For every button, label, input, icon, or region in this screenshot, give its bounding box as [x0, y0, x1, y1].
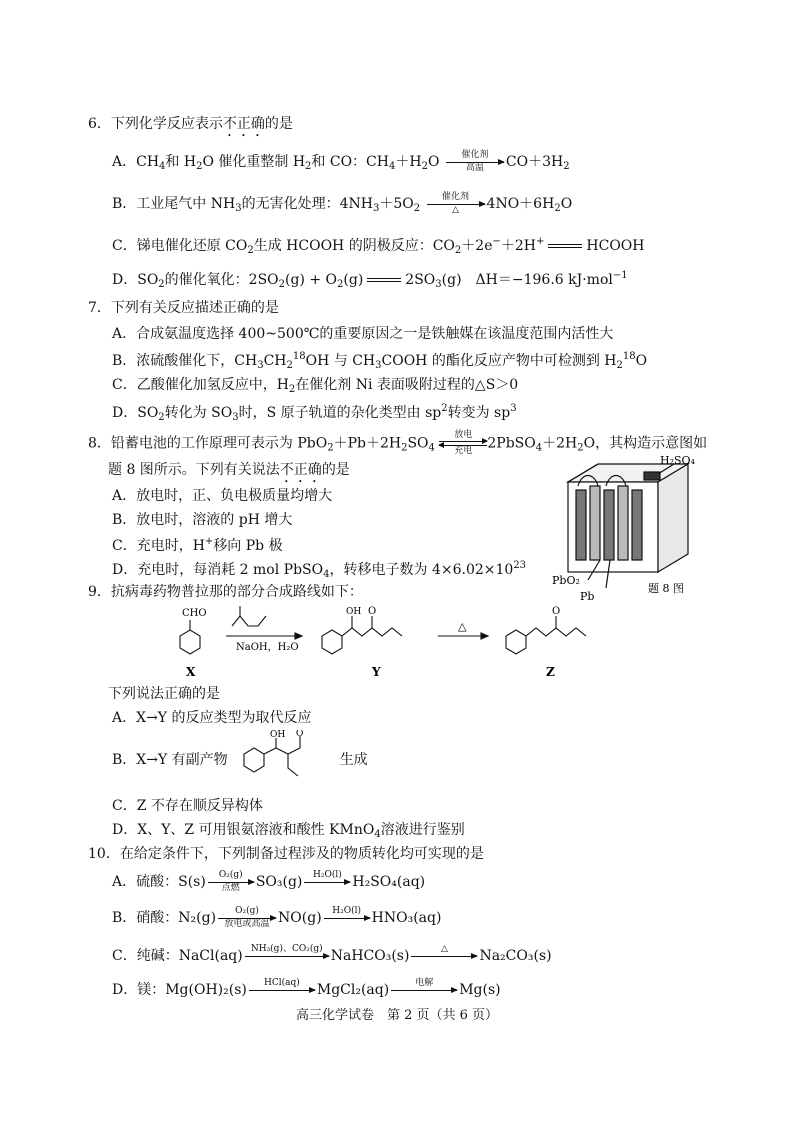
lead-acid-battery-figure	[548, 452, 708, 602]
label-o-y: O	[368, 606, 377, 617]
q9-option-d: D．X、Y、Z 可用银氨溶液和酸性 KMnO$_4$溶液进行鉴别	[112, 822, 465, 840]
q10-option-d: D．镁：Mg(OH)₂(s) HCl(aq) MgCl₂(aq) 电解 Mg(s)	[112, 978, 501, 998]
q8-stem: 8．铅蓄电池的工作原理可表示为 $PbO_2+Pb+2H_2SO_4$ 放电 充电 $2PbSO_4+2H_2O$，其构造示意图如	[88, 430, 708, 456]
reaction-arrow: 催化剂 高温	[446, 150, 504, 174]
label-heat: △	[458, 620, 467, 633]
q6-option-b: B．工业尾气中 $NH_3$的无害化处理：$4NH_3+5O_2$ 催化剂 △ $4NO+6H_2O$	[112, 192, 573, 215]
q6-option-a: A．$CH_4$和 $H_2O$ 催化重整制 $H_2$和 CO：$CH_4+H_2O$ 催化剂 高温 $CO+3H_2$	[112, 150, 570, 173]
q9-stem: 9．抗病毒药物普拉那的部分合成路线如下：	[88, 584, 363, 600]
q8-option-d: D．充电时，每消耗 2 mol PbSO$_4$，转移电子数为 $4\times 6.02\times 10^{23}$	[112, 560, 527, 580]
label-y: Y	[372, 665, 381, 679]
label-reagent: NaOH，H₂O	[236, 642, 299, 653]
q6-stem: 6．下列化学反应表示不正确的是	[88, 116, 293, 132]
label-z: Z	[546, 665, 555, 679]
q9-subprompt: 下列说法正确的是	[108, 686, 220, 702]
equals-sign	[367, 278, 401, 282]
byproduct-structure	[236, 730, 346, 792]
synthesis-route	[160, 602, 620, 682]
equals-sign	[548, 244, 582, 248]
label-pb: Pb	[580, 590, 595, 602]
q10-option-c: C．纯碱：NaCl(aq) NH₃(g)、CO₂(g) NaHCO₃(s) △ Na₂CO₃(s)	[112, 944, 552, 964]
q8-option-a: A．放电时，正、负电极质量均增大	[112, 488, 333, 504]
q6-option-c: C．锑电催化还原 $CO_2$生成 HCOOH 的阴极反应：$CO_2+2e^-+2H^+$ HCOOH	[112, 236, 645, 256]
label-pbo2: PbO₂	[552, 574, 580, 587]
q6-option-d: D．$SO_2$的催化氧化：$2SO_2(g) + O_2(g)$ $2SO_3(g)$ ΔH＝−196.6 kJ·mol$^{-1}$	[112, 270, 628, 290]
reversible-arrow: 放电 充电	[439, 430, 487, 457]
q8-stem-line2: 题 8 图所示。下列有关说法不正确的是	[108, 462, 350, 478]
q7-stem: 7．下列有关反应描述正确的是	[88, 300, 279, 316]
q7-option-c: C．乙酸催化加氢反应中，$H_2$在催化剂 Ni 表面吸附过程的△S＞0	[112, 377, 519, 395]
figure-caption: 题 8 图	[648, 582, 684, 595]
label-x: X	[186, 665, 196, 679]
label-oh-b: OH	[270, 730, 286, 740]
q10-option-b: B．硝酸：N₂(g) O₂(g) 放电或高温 NO(g) H₂O(l) HNO₃(aq)	[112, 906, 442, 929]
label-oh: OH	[346, 607, 362, 617]
page-footer: 高三化学试卷 第 2 页（共 6 页）	[295, 1008, 499, 1023]
q8-option-b: B．放电时，溶液的 pH 增大	[112, 512, 293, 528]
q7-option-d: D．$SO_2$转化为 $SO_3$时，S 原子轨道的杂化类型由 $sp^2$转变为 $sp^3$	[112, 403, 517, 423]
q9-option-b: B．X→Y 有副产物 生成	[112, 752, 368, 768]
q10-stem: 10．在给定条件下，下列制备过程涉及的物质转化均可实现的是	[88, 846, 484, 862]
label-o-b: O	[296, 730, 304, 739]
q7-option-b: B．浓硫酸催化下，$CH_3CH_2^{18}OH$ 与 $CH_3COOH$ 的酯化反应产物中可检测到 $H_2^{18}O$	[112, 351, 648, 371]
q8-option-c: C．充电时，H+移向 Pb 极	[112, 536, 283, 554]
q9-option-a: A．X→Y 的反应类型为取代反应	[112, 710, 312, 726]
reaction-arrow: 催化剂 △	[427, 192, 485, 216]
q9-option-c: C．Z 不存在顺反异构体	[112, 798, 263, 814]
q10-option-a: A．硫酸：S(s) O₂(g) 点燃 SO₃(g) H₂O(l) H₂SO₄(aq)	[112, 870, 426, 893]
label-h2so4: H₂SO₄	[660, 454, 695, 467]
q7-option-a: A．合成氨温度选择 400~500℃的重要原因之一是铁触媒在该温度范围内活性大	[112, 326, 614, 342]
label-cho: CHO	[182, 608, 207, 619]
label-o-z: O	[552, 606, 561, 617]
